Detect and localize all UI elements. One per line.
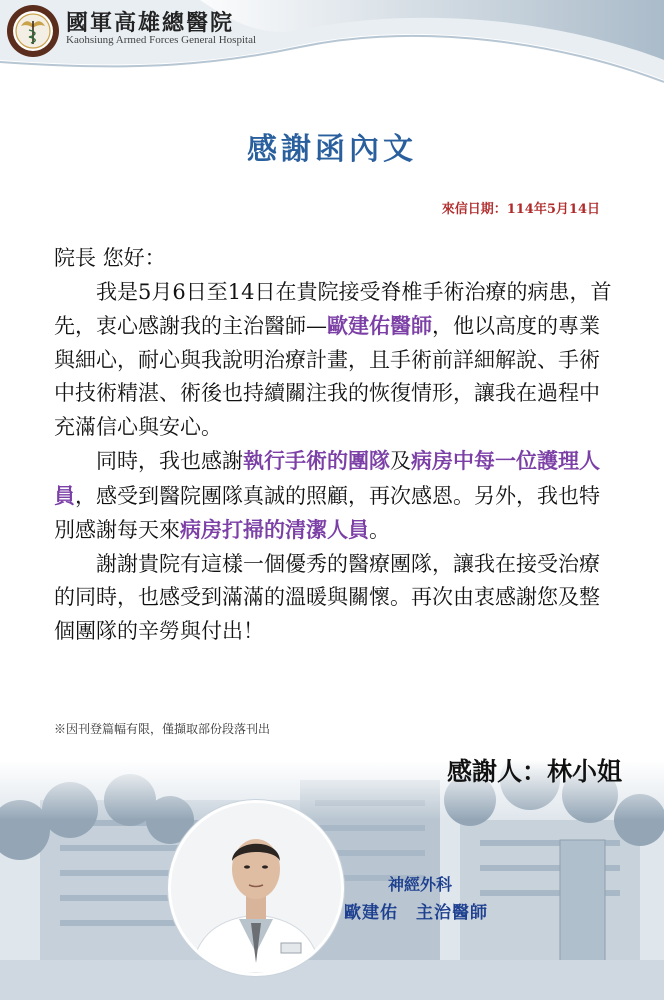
p1-highlight-doctor: 歐建佑醫師: [327, 313, 432, 338]
doctor-department: 神經外科: [388, 875, 453, 894]
doctor-avatar-icon: [171, 803, 341, 973]
letter-paragraph-2: [54, 444, 614, 548]
p1-text-1: 我是5月6日至14日在貴院接受脊椎手術治療的病患，首先，衷心感謝我的主治醫師—: [54, 279, 612, 338]
letter-date: 來信日期：114年5月14日: [441, 202, 600, 217]
p2-text-2: 及: [390, 449, 411, 473]
excerpt-note: ※因刊登篇幅有限，僅擷取部份段落刊出: [54, 722, 271, 736]
signer: 感謝人：林小姐: [446, 757, 622, 786]
p2-highlight-nurses: 病房中每一位護理人員: [54, 448, 600, 508]
p2-highlight-cleaners: 病房打掃的清潔人員: [180, 517, 369, 542]
letter-paragraph-1: [54, 276, 614, 445]
letter-paragraph-3: 謝謝貴院有這樣一個優秀的醫療團隊，讓我在接受治療的同時，也感受到滿滿的溫暖與關懷。再次由衷感謝您及整個團隊的辛勞與付出！: [54, 551, 600, 643]
p2-text-4: 。: [369, 518, 390, 542]
p2-text-3: ，感受到醫院團隊真誠的照顧，再次感恩。另外，我也特別感謝每天來: [54, 483, 600, 542]
hospital-name-english: Kaohsiung Armed Forces General Hospital: [66, 34, 257, 46]
hospital-name: 國軍高雄總醫院: [66, 10, 235, 36]
letter-greeting: 院長 您好：: [54, 246, 166, 270]
p2-text-1: 同時，我也感謝: [96, 449, 243, 473]
doctor-name-title: 歐建佑 主治醫師: [344, 903, 488, 923]
hospital-logo: [6, 4, 60, 58]
letter-body: [54, 242, 614, 648]
p2-highlight-surgical-team: 執行手術的團隊: [243, 448, 390, 473]
p1-text-2: ，他以高度的專業與細心，耐心與我說明治療計畫，且手術前詳細解說、手術中技術精湛、術後也持續關注我的恢復情形，讓我在過程中充滿信心與安心。: [54, 314, 600, 439]
doctor-portrait: [168, 800, 344, 976]
page-title: 感謝函內文: [247, 132, 417, 167]
